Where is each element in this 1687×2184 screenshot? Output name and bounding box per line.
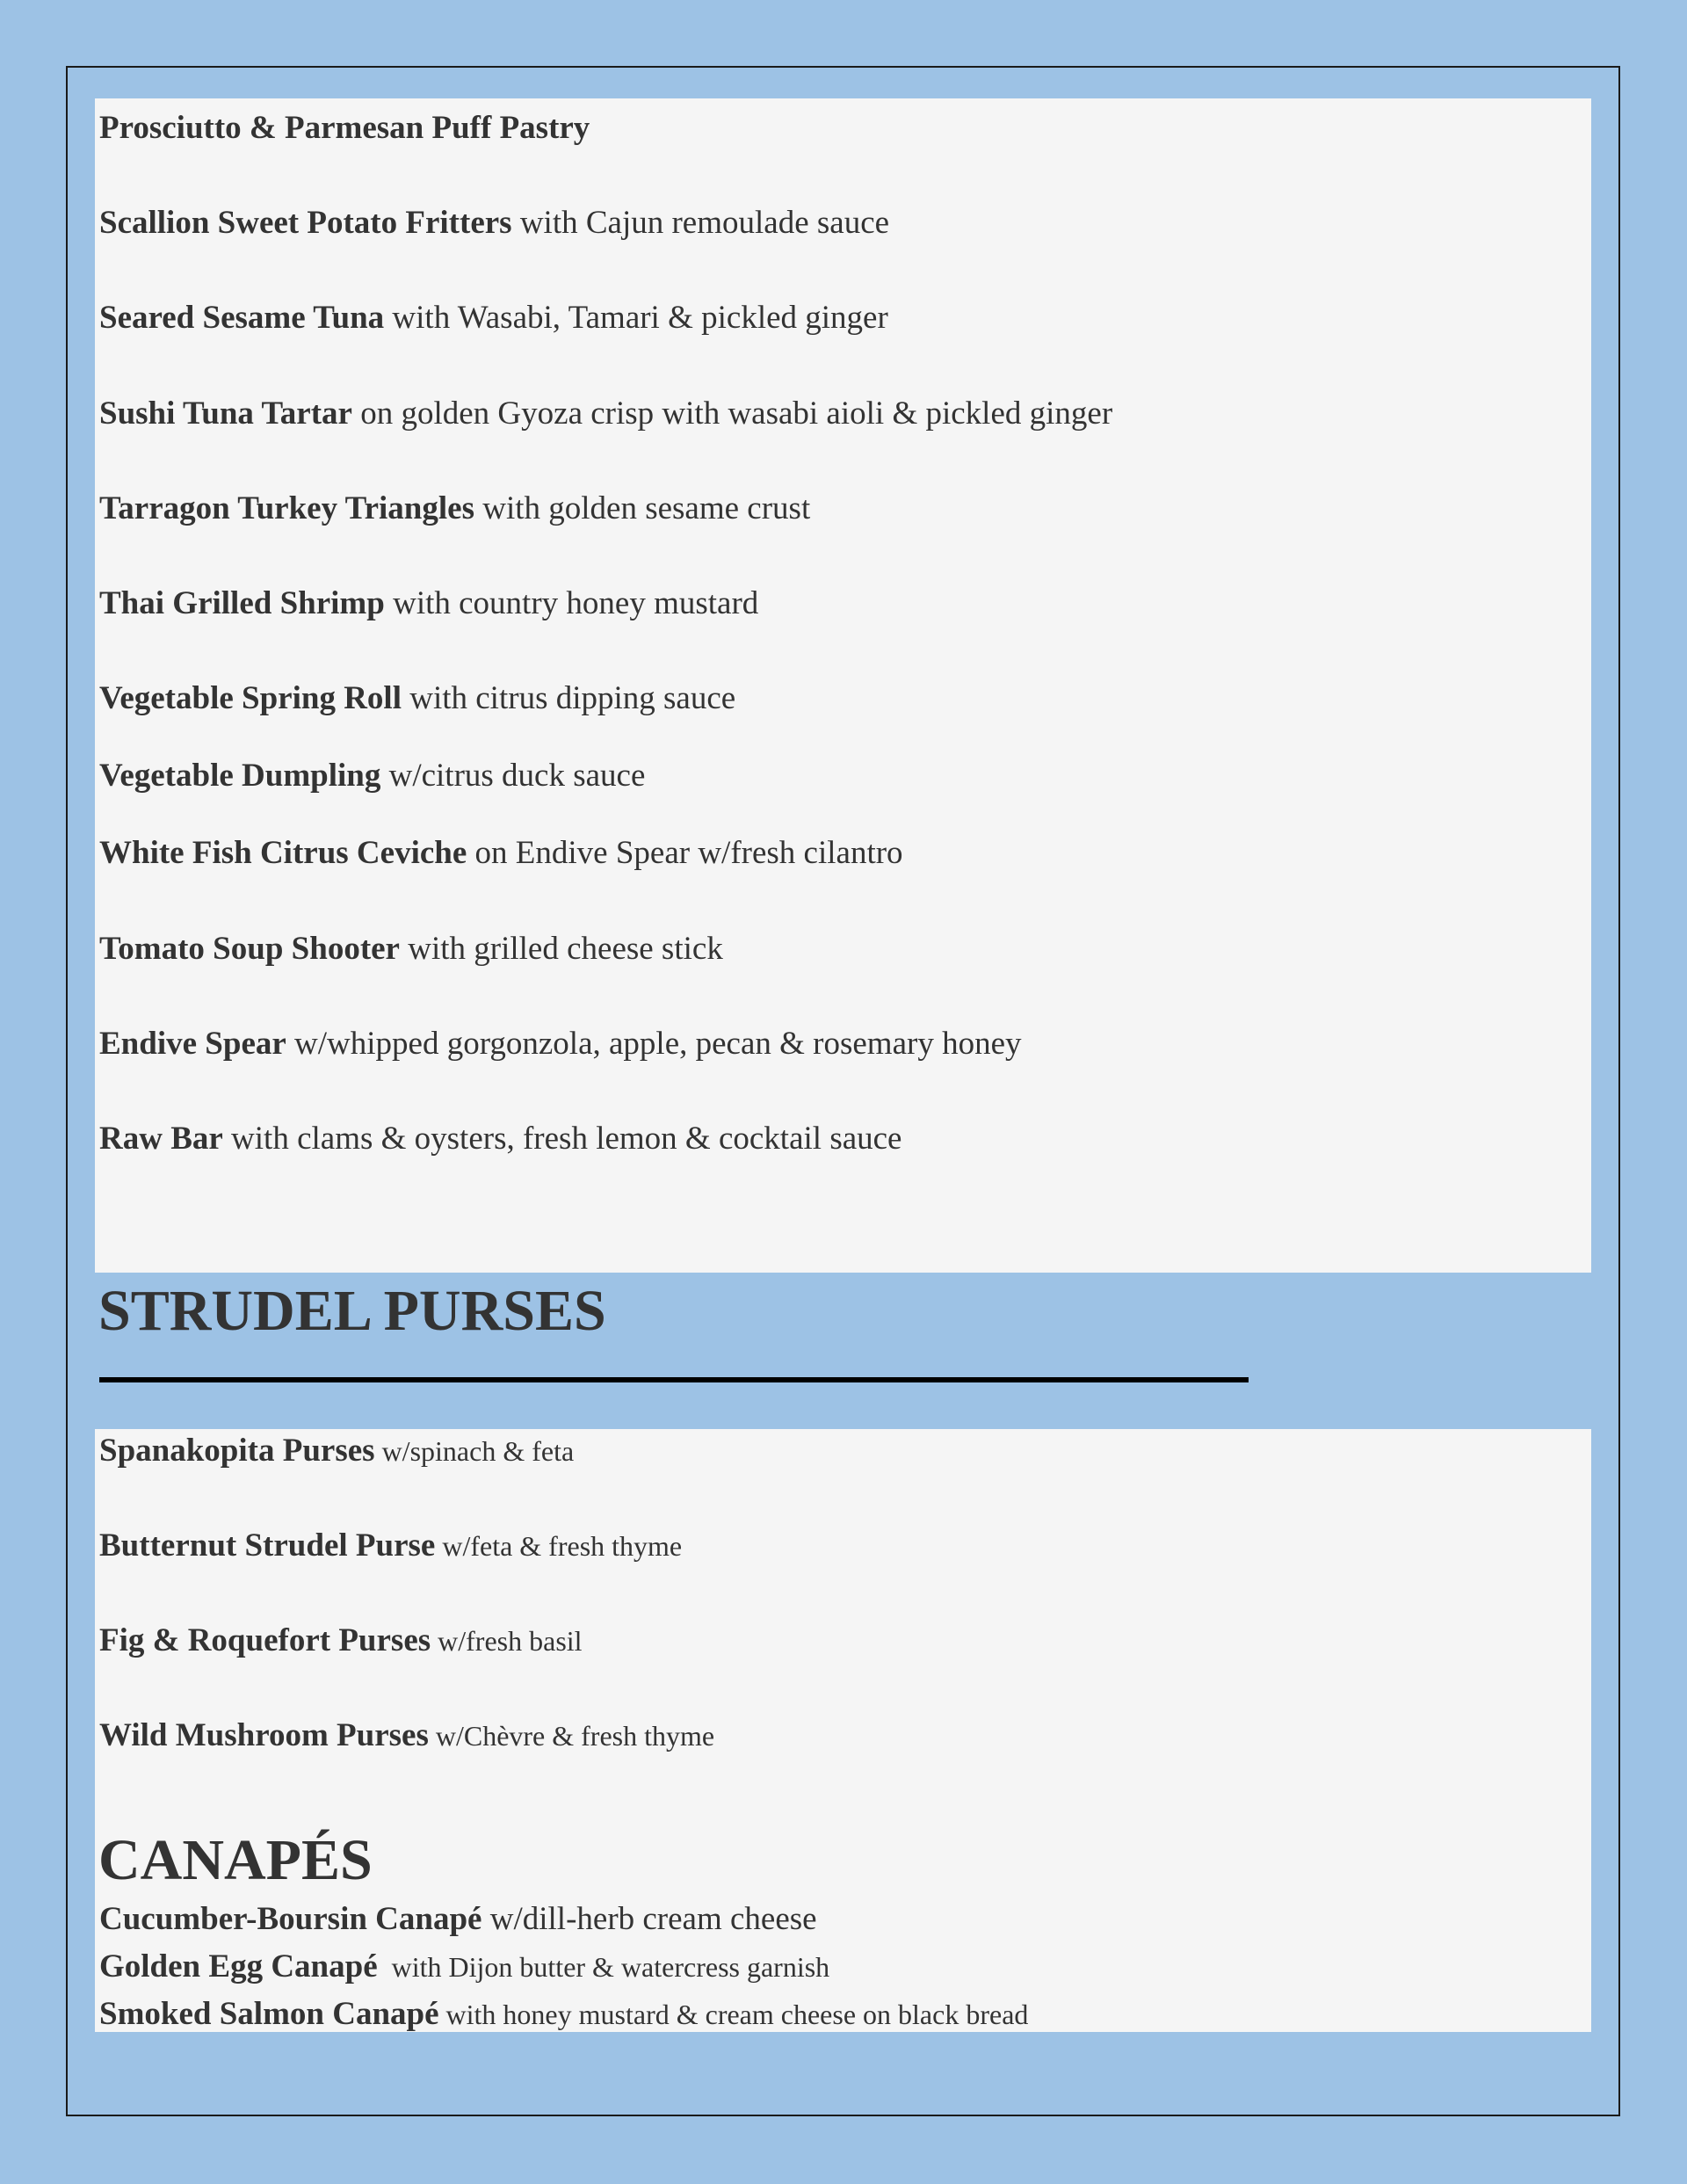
menu-item-white-fish-ceviche — [99, 834, 903, 873]
menu-item-name: Butternut Strudel Purse — [99, 1527, 436, 1564]
menu-item-description: on golden Gyoza crisp with wasabi aioli & pickled ginger — [351, 395, 1113, 432]
menu-item-description: with clams & oysters, fresh lemon & cocktail sauce — [222, 1121, 902, 1157]
menu-item-vegetable-spring-roll — [99, 679, 735, 718]
menu-item-description: with Cajun remoulade sauce — [511, 205, 890, 241]
section-divider — [99, 1377, 1249, 1382]
menu-item-name: Golden Egg Canapé — [99, 1948, 378, 1984]
menu-item-name: Wild Mushroom Purses — [99, 1717, 429, 1753]
menu-item-description: w/spinach & feta — [374, 1435, 575, 1467]
menu-item-description: with golden sesame crust — [474, 490, 811, 526]
menu-item-name: White Fish Citrus Ceviche — [99, 835, 467, 871]
menu-item-name: Seared Sesame Tuna — [99, 300, 385, 336]
menu-item-wild-mushroom-purses — [99, 1716, 714, 1755]
menu-item-golden-egg-canape — [99, 1948, 829, 1986]
section-heading-strudel-purses: STRUDEL PURSES — [98, 1279, 606, 1343]
menu-item-name: Endive Spear — [99, 1026, 286, 1062]
menu-item-smoked-salmon-canape — [99, 1995, 1028, 2034]
menu-item-butternut-strudel-purse — [99, 1527, 682, 1565]
menu-item-description: w/Chèvre & fresh thyme — [428, 1720, 715, 1752]
menu-item-tomato-soup-shooter — [99, 930, 723, 969]
menu-item-description: w/fresh basil — [431, 1625, 583, 1657]
menu-item-sushi-tuna-tartar — [99, 395, 1112, 433]
menu-item-name: Raw Bar — [99, 1121, 223, 1157]
menu-item-endive-spear — [99, 1025, 1022, 1063]
menu-item-sweet-potato-fritters — [99, 204, 889, 243]
menu-item-tarragon-turkey-triangles — [99, 490, 810, 528]
menu-item-description: on Endive Spear w/fresh cilantro — [467, 835, 903, 871]
menu-item-description: w/whipped gorgonzola, apple, pecan & rosemary honey — [286, 1026, 1022, 1062]
menu-item-description: w/dill-herb cream cheese — [481, 1901, 817, 1937]
menu-item-name: Smoked Salmon Canapé — [99, 1996, 439, 2032]
menu-item-name: Tarragon Turkey Triangles — [99, 490, 474, 526]
menu-item-description: with Wasabi, Tamari & pickled ginger — [384, 300, 888, 336]
menu-item-description: with honey mustard & cream cheese on black bread — [438, 1999, 1029, 2030]
menu-item-name: Vegetable Spring Roll — [99, 680, 402, 716]
menu-item-spanakopita-purses — [99, 1432, 574, 1470]
menu-item-name: Spanakopita Purses — [99, 1433, 375, 1469]
menu-item-prosciutto-puff-pastry — [99, 109, 590, 148]
menu-item-seared-sesame-tuna — [99, 299, 888, 337]
menu-item-name: Sushi Tuna Tartar — [99, 395, 352, 432]
menu-item-name: Cucumber-Boursin Canapé — [99, 1901, 482, 1937]
menu-item-description: with country honey mustard — [384, 585, 759, 621]
menu-item-name: Scallion Sweet Potato Fritters — [99, 205, 512, 241]
menu-item-name: Vegetable Dumpling — [99, 758, 381, 794]
menu-item-description: with Dijon butter & watercress garnish — [377, 1951, 830, 1983]
menu-item-name: Thai Grilled Shrimp — [99, 585, 385, 621]
menu-item-description: with citrus dipping sauce — [401, 680, 736, 716]
menu-item-name: Tomato Soup Shooter — [99, 931, 400, 967]
menu-item-cucumber-boursin-canape — [99, 1900, 817, 1939]
section-heading-canapes: CANAPÉS — [98, 1828, 373, 1892]
menu-item-description: w/citrus duck sauce — [380, 758, 646, 794]
menu-item-name: Prosciutto & Parmesan Puff Pastry — [99, 110, 590, 146]
menu-item-vegetable-dumpling — [99, 757, 645, 795]
menu-item-fig-roquefort-purses — [99, 1622, 583, 1660]
menu-item-description: with grilled cheese stick — [399, 931, 723, 967]
menu-item-description: w/feta & fresh thyme — [435, 1530, 683, 1562]
menu-item-name: Fig & Roquefort Purses — [99, 1622, 431, 1658]
menu-item-raw-bar — [99, 1120, 901, 1158]
menu-item-thai-grilled-shrimp — [99, 584, 758, 623]
